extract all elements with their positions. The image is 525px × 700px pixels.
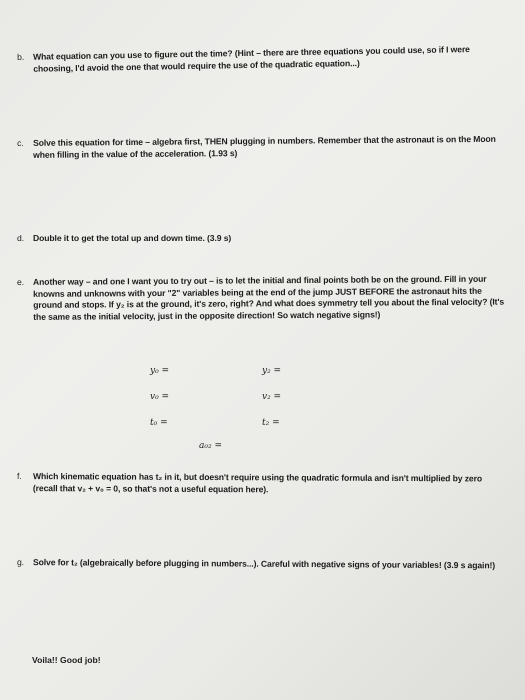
question-c-letter: c. — [17, 137, 24, 148]
question-b-letter: b. — [17, 51, 25, 62]
var-y2: y₂ = — [262, 366, 282, 376]
question-d-letter: d. — [17, 233, 24, 243]
question-e-text: Another way – and one I want you to try out – is to let the initial and final points both be on the ground. Fill in your knowns and unknowns with your "2" variables being at the end of the jump JUST BEFORE the astronaut hits the ground and stops. If y₂ is at the ground, it's zero, right? And what does symmetry tell you about the final velocity? (It's the same as the initial velocity, just in the opposite direction! So watch negative signs!) — [32, 273, 505, 322]
question-f — [17, 471, 507, 497]
question-c — [17, 134, 507, 161]
question-d — [17, 233, 507, 245]
question-g-letter: g. — [16, 557, 24, 568]
var-v0: v₀ = — [150, 392, 170, 402]
var-y0: y₀ = — [150, 366, 170, 376]
closing-message: Voila!! Good job! — [32, 655, 101, 665]
question-c-text: Solve this equation for time – algebra first, THEN plugging in numbers. Remember that the astronaut is on the Moon when filling in the value of the acceleration. (1.93 s) — [32, 133, 496, 160]
question-b-text: What equation can you use to figure out the time? (Hint – there are three equations you could use, so if I were choosing, I'd avoid the one that would require the use of the quadratic equation...) — [32, 44, 470, 74]
question-e — [17, 274, 507, 323]
question-f-text: Which kinematic equation has t₂ in it, but doesn't require using the quadratic formula and isn't multiplied by zero (recall that v₂ + v₀ = 0, so that's not a useful equation here). — [32, 471, 483, 494]
var-t2: t₂ = — [262, 418, 280, 428]
var-t0: t₀ = — [150, 418, 168, 428]
var-a02: a₀₂ = — [199, 441, 222, 451]
question-f-letter: f. — [16, 471, 22, 482]
question-b — [17, 43, 507, 75]
question-e-letter: e. — [17, 276, 25, 287]
var-v2: v₂ = — [262, 392, 282, 402]
question-d-text: Double it to get the total up and down time. (3.9 s) — [33, 233, 232, 243]
question-g-text: Solve for t₂ (algebraically before plugging in numbers...). Careful with negative signs of your variables! (3.9 s again!) — [32, 557, 496, 571]
question-g — [17, 557, 507, 572]
